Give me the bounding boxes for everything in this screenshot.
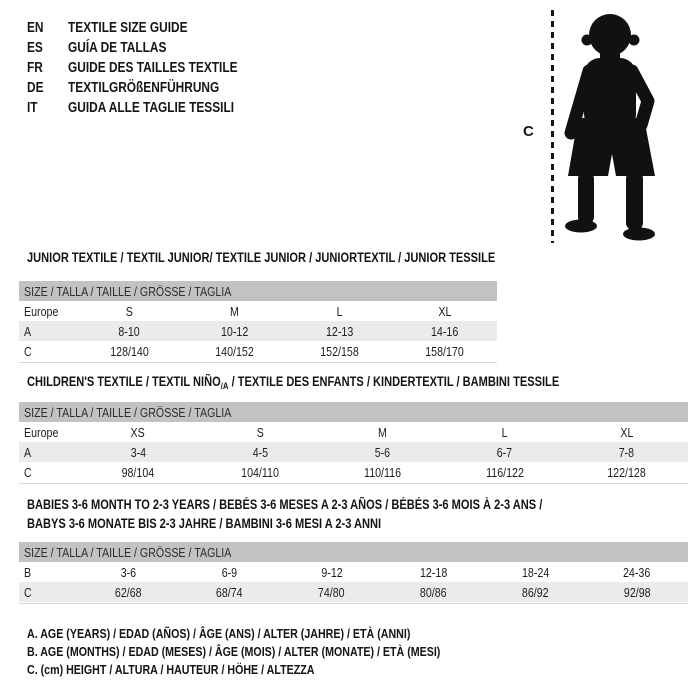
table-cell: [519, 585, 552, 600]
title-line-1: [27, 495, 655, 514]
title-line-2-text: BABYS 3-6 MONATE BIS 2-3 JAHRE / BAMBINI 3-6 MESI A 2-3 ANNI: [27, 515, 382, 531]
table-cell-text: 3-6: [120, 564, 136, 580]
table-row: [19, 562, 688, 582]
title-pre: CHILDREN'S TEXTILE / TEXTIL NIÑO: [27, 373, 221, 389]
table-cell: [106, 344, 153, 359]
table-cell: [119, 565, 138, 580]
title-subscript: /A: [220, 381, 229, 392]
section-title-children-text: [27, 373, 560, 392]
title-post: / TEXTILE DES ENFANTS / KINDERTEXTIL / BAMBINI TESSILE: [228, 373, 560, 389]
table-cell-text: 86/92: [521, 584, 549, 600]
height-dashed-line: [551, 10, 554, 243]
row-label: [19, 445, 33, 460]
table-cell: [129, 445, 148, 460]
table-cell: [482, 465, 528, 480]
row-label: [19, 304, 66, 319]
size-header-text: SIZE / TALLA / TAILLE / GRÖSSE / TAGLIA: [24, 404, 232, 420]
table-cell: [620, 565, 653, 580]
table-cell: [501, 425, 508, 440]
language-label: TEXTILE SIZE GUIDE: [68, 20, 188, 36]
table-cell: [319, 565, 345, 580]
table-cell-text: 98/104: [121, 464, 155, 480]
table-row: [19, 582, 688, 602]
row-label: [19, 585, 33, 600]
table-cell: [336, 304, 343, 319]
table-row: [19, 442, 688, 462]
table-cell: [437, 304, 453, 319]
language-code: [27, 100, 68, 116]
table-cell-text: 122/128: [607, 464, 647, 480]
section-title-children: [27, 373, 676, 392]
size-header-bar: [19, 402, 688, 422]
table-cell-text: S: [256, 424, 264, 440]
language-label: TEXTILGRÖßENFÜHRUNG: [68, 80, 220, 96]
table-cell-text: 62/68: [114, 584, 142, 600]
table-cell: [428, 324, 461, 339]
table-cell-text: 5-6: [374, 444, 391, 460]
table-cell: [519, 565, 552, 580]
table-cell: [118, 465, 158, 480]
row-label-text: B: [24, 564, 32, 580]
table-cell-text: XL: [437, 303, 452, 319]
table-cell-text: XS: [130, 424, 146, 440]
table-row: [19, 341, 497, 361]
row-label: [19, 565, 33, 580]
language-label: GUÍA DE TALLAS: [68, 40, 167, 56]
footnote-line: [27, 660, 531, 678]
table-cell-text: 68/74: [216, 584, 244, 600]
table-cell: [218, 324, 251, 339]
table-cell: [237, 465, 283, 480]
table-row: [19, 321, 497, 341]
size-header-text: SIZE / TALLA / TAILLE / GRÖSSE / TAGLIA: [24, 283, 232, 299]
language-label: GUIDE DES TAILLES TEXTILE: [68, 60, 238, 76]
table-cell-text: 128/140: [110, 343, 149, 359]
section-title-junior: [27, 250, 598, 264]
table-cell-text: L: [501, 424, 508, 440]
table-cell-text: 6-7: [496, 444, 513, 460]
table-cell-text: 12-13: [325, 323, 354, 339]
row-label-text: Europe: [24, 424, 59, 440]
table-cell: [417, 585, 450, 600]
table-cell-text: 18-24: [521, 564, 549, 580]
row-label: [19, 324, 33, 339]
language-code-text: DE: [27, 80, 44, 96]
size-header-bar: [19, 281, 497, 301]
language-code: [27, 40, 68, 56]
footnote-list: [27, 625, 531, 678]
table-row: [19, 301, 497, 321]
table-cell-text: 10-12: [220, 323, 249, 339]
table-cell-text: 80/86: [420, 584, 447, 600]
table-cell-text: 4-5: [252, 444, 268, 460]
row-label-text: A: [24, 444, 32, 460]
table-cell: [323, 324, 356, 339]
language-code: [27, 80, 68, 96]
table-cell: [421, 344, 468, 359]
table-cell-text: 9-12: [320, 564, 343, 580]
table-cell-text: XL: [620, 424, 634, 440]
table-cell-text: 116/122: [485, 464, 524, 480]
language-row: [27, 18, 275, 38]
junior-size-table: [19, 281, 497, 363]
table-cell: [213, 585, 246, 600]
table-cell-text: 158/170: [425, 343, 464, 359]
language-row: [27, 78, 275, 98]
table-cell: [377, 425, 388, 440]
table-cell: [316, 344, 363, 359]
table-cell: [251, 445, 270, 460]
row-label-text: C: [24, 464, 32, 480]
table-cell-text: 14-16: [430, 323, 459, 339]
language-code: [27, 20, 68, 36]
row-label-text: Europe: [24, 303, 59, 319]
row-label-text: C: [24, 584, 32, 600]
table-cell-text: 74/80: [318, 584, 345, 600]
height-measure-label: C: [523, 123, 534, 140]
table-cell: [495, 445, 514, 460]
table-cell: [112, 585, 145, 600]
row-label-text: A: [24, 323, 32, 339]
language-code-text: EN: [27, 20, 44, 36]
size-header-text: SIZE / TALLA / TAILLE / GRÖSSE / TAGLIA: [24, 544, 232, 560]
table-cell-text: M: [378, 424, 387, 440]
table-cell-text: 92/98: [623, 584, 651, 600]
table-cell: [621, 585, 654, 600]
language-code-text: FR: [27, 60, 43, 76]
section-title-junior-text: JUNIOR TEXTILE / TEXTIL JUNIOR/ TEXTILE JUNIOR / JUNIORTEXTIL / JUNIOR TESSILE: [27, 249, 496, 265]
table-cell: [125, 304, 134, 319]
table-cell: [617, 445, 636, 460]
section-title-babies: [27, 495, 655, 533]
table-cell-text: 152/158: [320, 343, 359, 359]
language-code-text: IT: [27, 100, 38, 116]
table-cell: [373, 445, 392, 460]
table-cell: [229, 304, 240, 319]
table-cell: [256, 425, 265, 440]
language-row: [27, 98, 275, 118]
title-line-2: [27, 514, 655, 533]
table-cell: [360, 465, 405, 480]
table-cell: [417, 565, 450, 580]
toddler-silhouette-icon: [556, 8, 670, 244]
children-size-table: [19, 402, 688, 484]
footnote-line: [27, 643, 531, 661]
table-cell: [129, 425, 146, 440]
table-cell: [603, 465, 650, 480]
footnote-line: [27, 625, 531, 643]
babies-size-table: [19, 542, 688, 604]
language-label: GUIDA ALLE TAGLIE TESSILI: [68, 100, 235, 116]
table-cell-text: M: [230, 303, 239, 319]
row-label-text: C: [24, 343, 32, 359]
table-cell-text: 8-10: [118, 323, 141, 339]
language-row: [27, 38, 275, 58]
table-cell-text: 12-18: [419, 564, 448, 580]
table-cell: [220, 565, 239, 580]
language-code-text: ES: [27, 40, 43, 56]
table-cell-text: 104/110: [241, 464, 280, 480]
footnote-text: A. AGE (YEARS) / EDAD (AÑOS) / ÂGE (ANS) / ALTER (JAHRE) / ETÀ (ANNI): [27, 626, 411, 642]
row-label: [19, 465, 33, 480]
table-cell-text: 24-36: [623, 564, 651, 580]
table-cell: [211, 344, 258, 359]
table-cell-text: L: [336, 303, 343, 319]
table-cell: [619, 425, 635, 440]
footnote-text: B. AGE (MONTHS) / EDAD (MESES) / ÂGE (MOIS) / ALTER (MONATE) / ETÀ (MESI): [27, 644, 441, 660]
title-line-1-text: BABIES 3-6 MONTH TO 2-3 YEARS / BEBÉS 3-6 MESES A 2-3 AÑOS / BÉBÉS 3-6 MOIS À 2-3 ANS /: [27, 496, 543, 512]
language-row: [27, 58, 275, 78]
table-row: [19, 462, 688, 482]
footnote-text: C. (cm) HEIGHT / ALTURA / HAUTEUR / HÖHE / ALTEZZA: [27, 661, 315, 677]
language-list: [27, 18, 275, 118]
table-cell: [116, 324, 142, 339]
table-row: [19, 422, 688, 442]
table-cell-text: 3-4: [130, 444, 146, 460]
row-label: [19, 344, 33, 359]
table-cell: [315, 585, 348, 600]
table-cell-text: 110/116: [364, 464, 401, 480]
table-cell-text: 7-8: [619, 444, 635, 460]
size-header-bar: [19, 542, 688, 562]
table-cell-text: 140/152: [215, 343, 254, 359]
language-code: [27, 60, 68, 76]
table-cell-text: S: [125, 303, 134, 319]
row-label: [19, 425, 66, 440]
table-cell-text: 6-9: [222, 564, 238, 580]
